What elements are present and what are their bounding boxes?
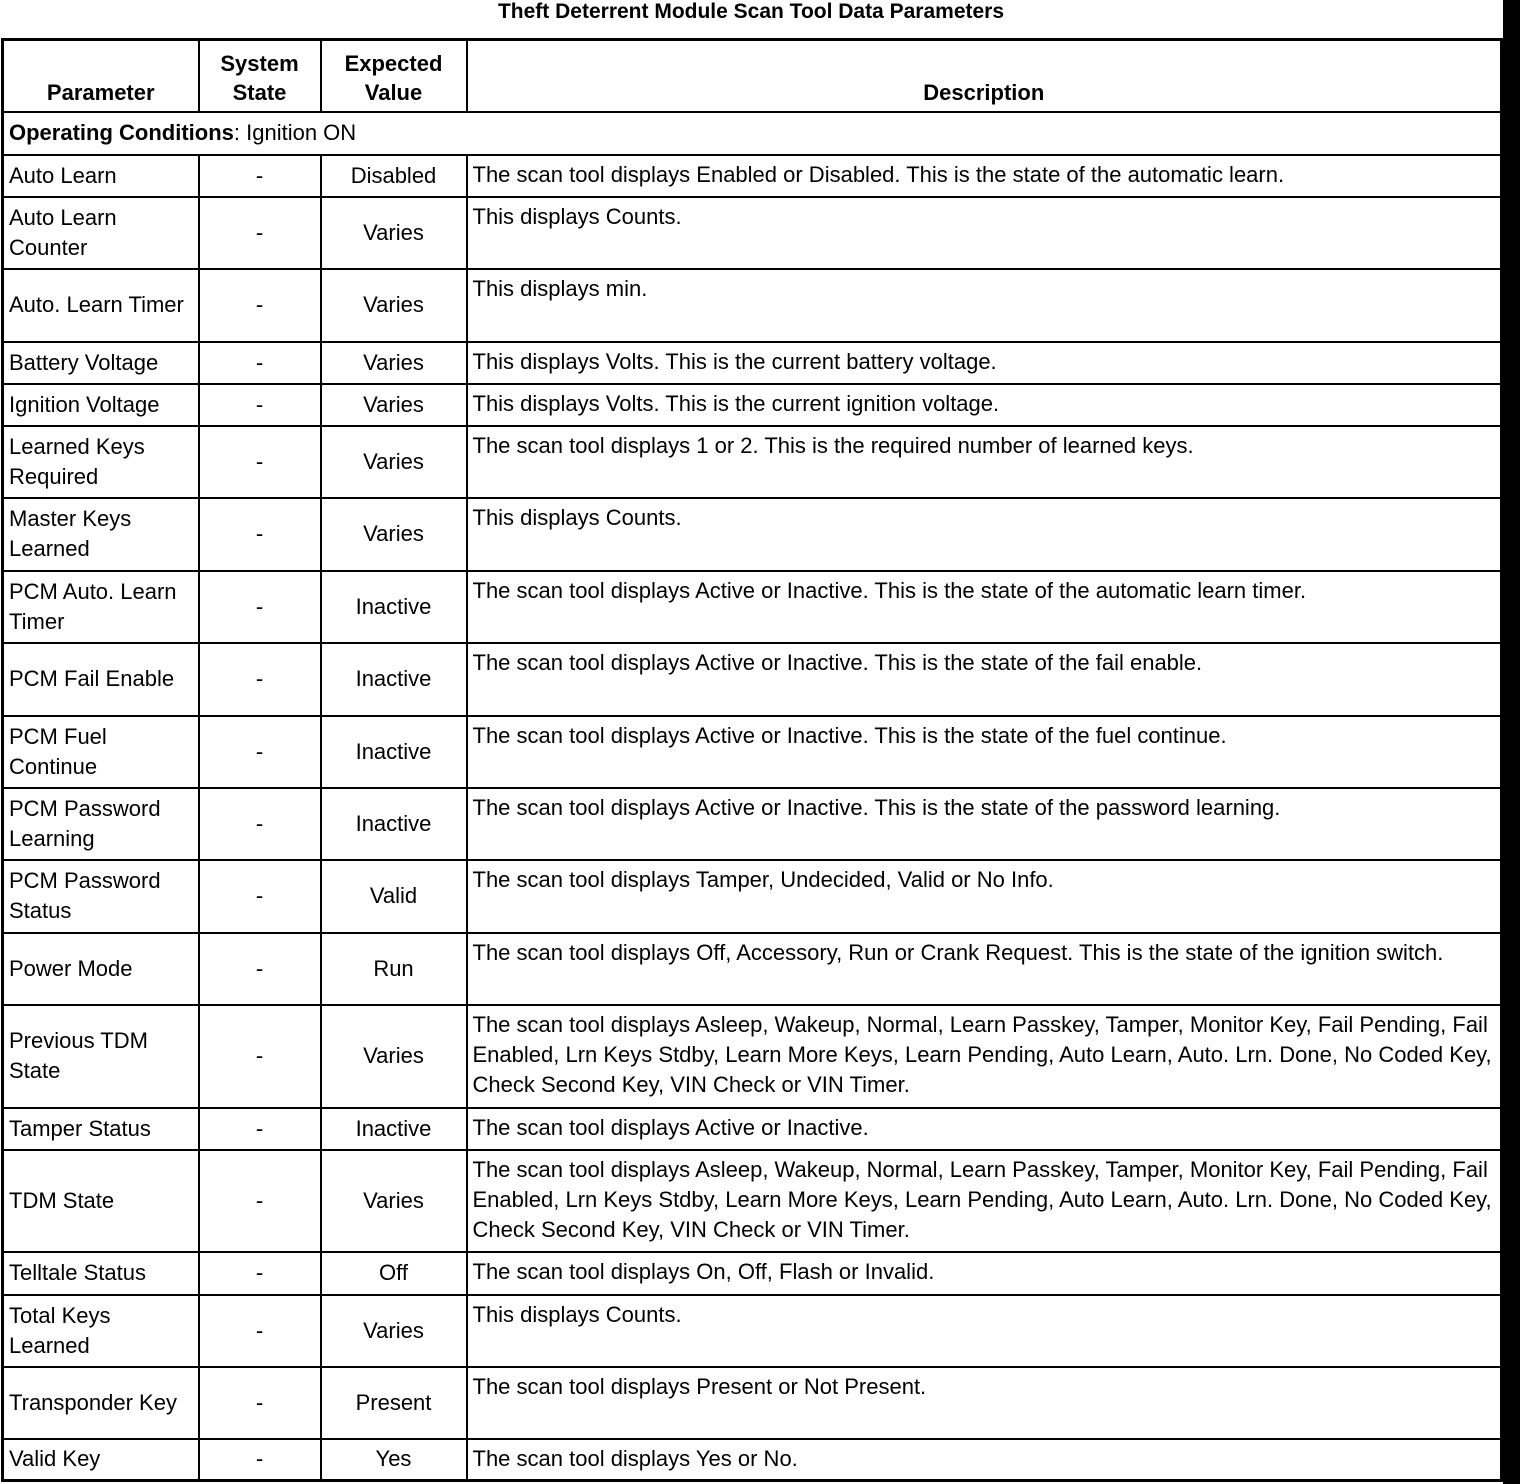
parameter-cell: Auto Learn Counter xyxy=(3,197,199,269)
header-system-state: System State xyxy=(199,40,321,112)
description-cell: This displays min. xyxy=(467,269,1502,342)
description-cell: The scan tool displays 1 or 2. This is the required number of learned keys. xyxy=(467,426,1502,498)
parameter-cell: PCM Auto. Learn Timer xyxy=(3,571,199,643)
parameter-cell: Auto. Learn Timer xyxy=(3,269,199,342)
expected-value-cell: Inactive xyxy=(321,716,467,788)
description-cell: The scan tool displays Tamper, Undecided, Valid or No Info. xyxy=(467,860,1502,933)
expected-value-cell: Off xyxy=(321,1252,467,1295)
description-cell: The scan tool displays Enabled or Disabled. This is the state of the automatic learn. xyxy=(467,155,1502,197)
expected-value-cell: Yes xyxy=(321,1439,467,1481)
expected-value-cell: Inactive xyxy=(321,643,467,716)
system-state-cell: - xyxy=(199,1150,321,1252)
table-row xyxy=(3,1108,1502,1150)
parameter-cell: Master Keys Learned xyxy=(3,498,199,571)
system-state-cell: - xyxy=(199,788,321,860)
parameter-cell: Power Mode xyxy=(3,933,199,1005)
parameter-cell: PCM Fail Enable xyxy=(3,643,199,716)
expected-value-cell: Run xyxy=(321,933,467,1005)
table-row xyxy=(3,269,1502,342)
expected-value-cell: Varies xyxy=(321,197,467,269)
description-cell: This displays Counts. xyxy=(467,1295,1502,1367)
system-state-cell: - xyxy=(199,1005,321,1108)
description-cell: The scan tool displays Off, Accessory, Run or Crank Request. This is the state of the ignition switch. xyxy=(467,933,1502,1005)
parameter-cell: TDM State xyxy=(3,1150,199,1252)
description-cell: The scan tool displays Asleep, Wakeup, Normal, Learn Passkey, Tamper, Monitor Key, Fail Pending, Fail Enabled, Lrn Keys Stdby, Learn More Keys, Learn Pending, Auto Learn, Auto. Lrn. Done, No Coded Key, Check Second Key, VIN Check or VIN Timer. xyxy=(467,1150,1502,1252)
system-state-cell: - xyxy=(199,269,321,342)
header-row xyxy=(3,40,1502,112)
description-cell: The scan tool displays Active or Inactive. This is the state of the fail enable. xyxy=(467,643,1502,716)
expected-value-cell: Present xyxy=(321,1367,467,1439)
expected-value-cell: Varies xyxy=(321,498,467,571)
system-state-cell: - xyxy=(199,1295,321,1367)
system-state-cell: - xyxy=(199,860,321,933)
table-row xyxy=(3,155,1502,197)
description-cell: The scan tool displays On, Off, Flash or Invalid. xyxy=(467,1252,1502,1295)
expected-value-cell: Varies xyxy=(321,1005,467,1108)
parameter-cell: Telltale Status xyxy=(3,1252,199,1295)
description-cell: This displays Volts. This is the current battery voltage. xyxy=(467,342,1502,384)
table-row xyxy=(3,933,1502,1005)
parameter-cell: Ignition Voltage xyxy=(3,384,199,426)
header-parameter: Parameter xyxy=(3,40,199,112)
system-state-cell: - xyxy=(199,716,321,788)
table-row xyxy=(3,571,1502,643)
system-state-cell: - xyxy=(199,571,321,643)
table-row xyxy=(3,788,1502,860)
description-cell: The scan tool displays Asleep, Wakeup, Normal, Learn Passkey, Tamper, Monitor Key, Fail Pending, Fail Enabled, Lrn Keys Stdby, Learn More Keys, Learn Pending, Auto Learn, Auto. Lrn. Done, No Coded Key, Check Second Key, VIN Check or VIN Timer. xyxy=(467,1005,1502,1108)
system-state-cell: - xyxy=(199,342,321,384)
description-cell: The scan tool displays Present or Not Present. xyxy=(467,1367,1502,1439)
page-edge-bar xyxy=(1503,0,1520,1484)
expected-value-cell: Disabled xyxy=(321,155,467,197)
operating-conditions-row xyxy=(3,112,1502,155)
table-row xyxy=(3,1005,1502,1108)
parameter-cell: PCM Password Status xyxy=(3,860,199,933)
table-row xyxy=(3,1295,1502,1367)
table-row xyxy=(3,1439,1502,1481)
table-row xyxy=(3,384,1502,426)
system-state-cell: - xyxy=(199,1108,321,1150)
expected-value-cell: Inactive xyxy=(321,1108,467,1150)
description-cell: The scan tool displays Active or Inactive. This is the state of the automatic learn timer. xyxy=(467,571,1502,643)
table-row xyxy=(3,1150,1502,1252)
system-state-cell: - xyxy=(199,155,321,197)
parameter-cell: Battery Voltage xyxy=(3,342,199,384)
system-state-cell: - xyxy=(199,1367,321,1439)
header-description: Description xyxy=(467,40,1502,112)
parameter-cell: PCM Fuel Continue xyxy=(3,716,199,788)
description-cell: The scan tool displays Yes or No. xyxy=(467,1439,1502,1481)
parameter-cell: Transponder Key xyxy=(3,1367,199,1439)
description-cell: The scan tool displays Active or Inactive. xyxy=(467,1108,1502,1150)
system-state-cell: - xyxy=(199,643,321,716)
operating-conditions-label: Operating Conditions xyxy=(9,120,234,145)
table-row xyxy=(3,1252,1502,1295)
table-row xyxy=(3,197,1502,269)
parameter-cell: Valid Key xyxy=(3,1439,199,1481)
expected-value-cell: Varies xyxy=(321,1150,467,1252)
scan-tool-data-table xyxy=(1,38,1503,1482)
expected-value-cell: Inactive xyxy=(321,788,467,860)
table-row xyxy=(3,860,1502,933)
parameter-cell: Previous TDM State xyxy=(3,1005,199,1108)
parameter-cell: PCM Password Learning xyxy=(3,788,199,860)
expected-value-cell: Inactive xyxy=(321,571,467,643)
description-cell: The scan tool displays Active or Inactive. This is the state of the password learning. xyxy=(467,788,1502,860)
system-state-cell: - xyxy=(199,933,321,1005)
system-state-cell: - xyxy=(199,1252,321,1295)
table-row xyxy=(3,643,1502,716)
expected-value-cell: Varies xyxy=(321,269,467,342)
table-row xyxy=(3,426,1502,498)
table-row xyxy=(3,1367,1502,1439)
header-expected-value: Expected Value xyxy=(321,40,467,112)
system-state-cell: - xyxy=(199,426,321,498)
description-cell: This displays Counts. xyxy=(467,197,1502,269)
expected-value-cell: Varies xyxy=(321,1295,467,1367)
parameter-cell: Tamper Status xyxy=(3,1108,199,1150)
expected-value-cell: Varies xyxy=(321,342,467,384)
table-row xyxy=(3,342,1502,384)
table-row xyxy=(3,716,1502,788)
system-state-cell: - xyxy=(199,384,321,426)
system-state-cell: - xyxy=(199,197,321,269)
expected-value-cell: Valid xyxy=(321,860,467,933)
expected-value-cell: Varies xyxy=(321,384,467,426)
table-title: Theft Deterrent Module Scan Tool Data Parameters xyxy=(497,0,1005,23)
operating-conditions xyxy=(3,112,1502,155)
operating-conditions-value: : Ignition ON xyxy=(233,120,357,145)
description-cell: This displays Volts. This is the current ignition voltage. xyxy=(467,384,1502,426)
system-state-cell: - xyxy=(199,498,321,571)
description-cell: This displays Counts. xyxy=(467,498,1502,571)
table-row xyxy=(3,498,1502,571)
parameter-cell: Learned Keys Required xyxy=(3,426,199,498)
system-state-cell: - xyxy=(199,1439,321,1481)
parameter-cell: Auto Learn xyxy=(3,155,199,197)
parameter-cell: Total Keys Learned xyxy=(3,1295,199,1367)
description-cell: The scan tool displays Active or Inactive. This is the state of the fuel continue. xyxy=(467,716,1502,788)
expected-value-cell: Varies xyxy=(321,426,467,498)
